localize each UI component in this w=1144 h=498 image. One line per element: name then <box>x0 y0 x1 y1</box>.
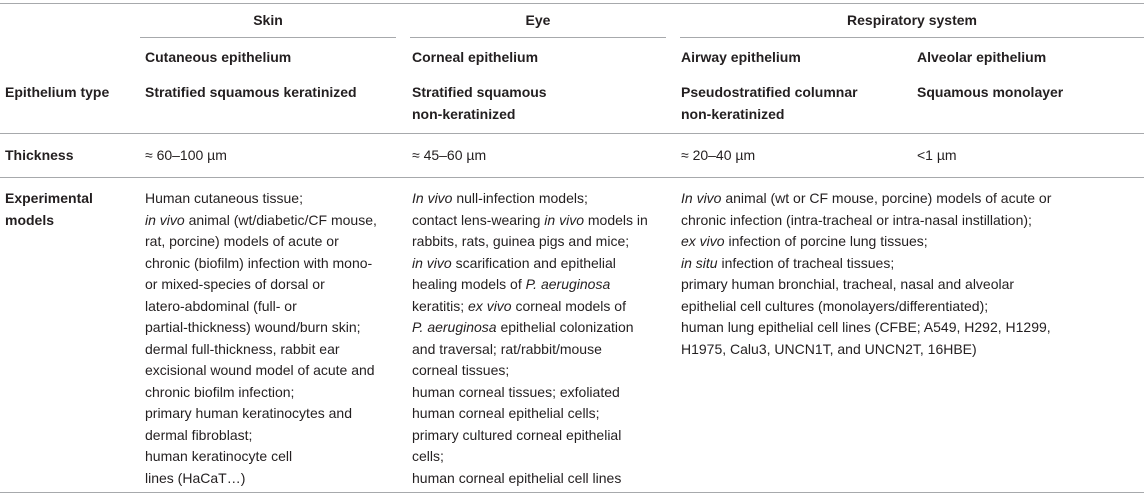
rule-bottom <box>0 492 1144 493</box>
subheader-airway: Airway epithelium <box>681 49 801 65</box>
thickness-alveolar: <1 µm <box>917 147 957 163</box>
rule-thickness-bottom <box>0 177 1144 178</box>
group-header-skin: Skin <box>253 12 283 28</box>
thickness-skin: ≈ 60–100 µm <box>145 147 227 163</box>
epithelium-type-airway <box>681 82 858 125</box>
models-line: rat, porcine) models of acute or <box>145 233 339 249</box>
thickness-airway: ≈ 20–40 µm <box>681 147 756 163</box>
models-line: human corneal epithelial cell lines <box>412 469 622 486</box>
models-line: P. aeruginosa epithelial colonization <box>412 319 634 335</box>
models-line: primary human keratinocytes and <box>145 405 352 421</box>
models-line: primary human bronchial, tracheal, nasal and alveolar <box>681 276 1015 292</box>
subheader-alveolar: Alveolar epithelium <box>917 49 1047 65</box>
models-line: H1975, Calu3, UNCN1T, and UNCN2T, 16HBE) <box>681 340 977 357</box>
models-line: corneal tissues; <box>412 362 510 378</box>
models-line: latero-abdominal (full- or <box>145 297 297 314</box>
experimental-models-skin <box>145 188 377 489</box>
models-line: dermal full-thickness, rabbit ear <box>145 340 340 357</box>
models-line: human lung epithelial cell lines (CFBE; A549, H292, H1299, <box>681 319 1051 335</box>
epithelium-type-skin: Stratified squamous keratinized <box>145 84 357 100</box>
models-line: cells; <box>412 448 444 464</box>
models-line: epithelial cell cultures (monolayers/differentiated); <box>681 297 989 314</box>
models-line: or mixed-species of dorsal or <box>145 276 325 292</box>
models-line: lines (HaCaT…) <box>145 469 246 486</box>
models-line: and traversal; rat/rabbit/mouse <box>412 340 602 357</box>
models-line: dermal fibroblast; <box>145 426 253 443</box>
rule-under-skin <box>140 37 396 38</box>
experimental-models-eye <box>412 188 648 489</box>
models-line: chronic (biofilm) infection with mono- <box>145 254 373 271</box>
models-line: contact lens-wearing in vivo models in <box>412 211 648 228</box>
models-line: healing models of P. aeruginosa <box>412 276 611 292</box>
row-label-line: models <box>5 211 55 228</box>
models-line: keratitis; ex vivo corneal models of <box>412 297 626 314</box>
epithelium-type-airway-line: Pseudostratified columnar <box>681 84 858 100</box>
models-line: human corneal epithelial cells; <box>412 405 600 421</box>
experimental-models-respiratory <box>681 188 1051 360</box>
epithelium-type-eye-line: Stratified squamous <box>412 84 547 100</box>
models-line: chronic biofilm infection; <box>145 383 295 400</box>
models-line: primary cultured corneal epithelial <box>412 426 622 443</box>
models-line: Human cutaneous tissue; <box>145 190 303 206</box>
subheader-eye: Corneal epithelium <box>412 49 539 65</box>
models-line: human keratinocyte cell <box>145 448 293 464</box>
models-line: ex vivo infection of porcine lung tissues; <box>681 233 928 249</box>
models-line: human corneal tissues; exfoliated <box>412 383 620 400</box>
models-line: In vivo null-infection models; <box>412 190 588 206</box>
epithelium-type-alveolar: Squamous monolayer <box>917 84 1064 100</box>
models-line: excisional wound model of acute and <box>145 362 375 378</box>
subheader-skin: Cutaneous epithelium <box>145 49 292 65</box>
rule-top <box>0 3 1144 4</box>
models-line: In vivo animal (wt or CF mouse, porcine) models of acute or <box>681 190 1052 206</box>
epithelium-type-airway-line: non-keratinized <box>681 105 785 122</box>
row-label-experimental-models <box>5 188 93 231</box>
rule-under-respiratory <box>680 37 1144 38</box>
rule-under-eye <box>410 37 666 38</box>
models-line: chronic infection (intra-tracheal or intra-nasal instillation); <box>681 211 1032 228</box>
models-line: in situ infection of tracheal tissues; <box>681 254 895 271</box>
epithelium-type-eye <box>412 82 547 125</box>
row-label-thickness: Thickness <box>5 147 74 163</box>
group-header-eye: Eye <box>525 12 551 28</box>
models-line: in vivo animal (wt/diabetic/CF mouse, <box>145 211 377 228</box>
group-header-respiratory: Respiratory system <box>847 12 977 28</box>
models-line: rabbits, rats, guinea pigs and mice; <box>412 233 630 249</box>
row-label-line: Experimental <box>5 190 93 206</box>
epithelium-type-eye-line: non-keratinized <box>412 105 516 122</box>
thickness-eye: ≈ 45–60 µm <box>412 147 487 163</box>
models-line: partial-thickness) wound/burn skin; <box>145 319 361 335</box>
rule-header-bottom <box>0 133 1144 134</box>
row-label-epithelium-type: Epithelium type <box>5 84 110 100</box>
models-line: in vivo scarification and epithelial <box>412 254 616 271</box>
